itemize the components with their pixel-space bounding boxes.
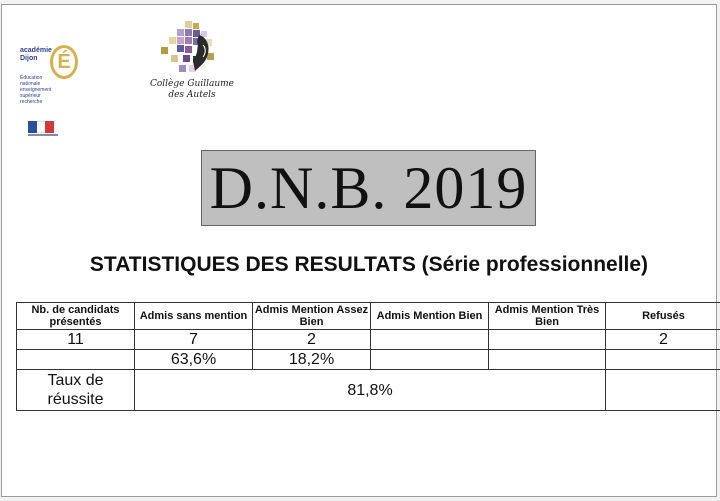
- subtitle: STATISTIQUES DES RESULTATS (Série professionnelle): [89, 253, 649, 276]
- table-row-percents: [17, 350, 720, 370]
- count-cell: [489, 330, 606, 350]
- college-name: Collège Guillaume des Autels: [150, 79, 234, 100]
- academie-e-letter: É: [50, 45, 78, 79]
- french-flag-icon: [28, 121, 54, 133]
- table-header-row: [17, 303, 720, 330]
- percent-cell: [17, 350, 135, 370]
- table-row-counts: [17, 330, 720, 350]
- count-cell: 2: [253, 330, 371, 350]
- header-cell: Admis Mention Bien: [371, 303, 489, 330]
- percent-cell: [371, 350, 489, 370]
- results-table: [16, 302, 720, 411]
- count-cell: 2: [606, 330, 720, 350]
- percent-cell: [606, 350, 720, 370]
- count-cell: 7: [135, 330, 253, 350]
- empty-cell: [606, 370, 720, 411]
- header-cell: Refusés: [606, 303, 720, 330]
- percent-cell: 63,6%: [135, 350, 253, 370]
- academie-dijon-logo: [20, 39, 92, 139]
- academie-name: académie Dijon: [20, 47, 52, 62]
- ministry-text: Éducation nationale enseignement supérieur recherche: [20, 75, 52, 105]
- header-cell: Nb. de candidats présentés: [17, 303, 135, 330]
- flag-caption: [28, 134, 58, 136]
- percent-cell: [489, 350, 606, 370]
- success-label-cell: Taux de réussite: [17, 370, 135, 411]
- count-cell: 11: [17, 330, 135, 350]
- college-logo: [147, 21, 237, 113]
- table-row-success-rate: [17, 370, 720, 411]
- header-cell: Admis sans mention: [135, 303, 253, 330]
- header-cell: Admis Mention Assez Bien: [253, 303, 371, 330]
- count-cell: [371, 330, 489, 350]
- page-title: D.N.B. 2019: [201, 150, 536, 226]
- percent-cell: 18,2%: [253, 350, 371, 370]
- header-cell: Admis Mention Très Bien: [489, 303, 606, 330]
- document-page: [1, 4, 717, 497]
- mosaic-portrait-icon: [159, 21, 225, 79]
- success-value-cell: 81,8%: [135, 370, 606, 411]
